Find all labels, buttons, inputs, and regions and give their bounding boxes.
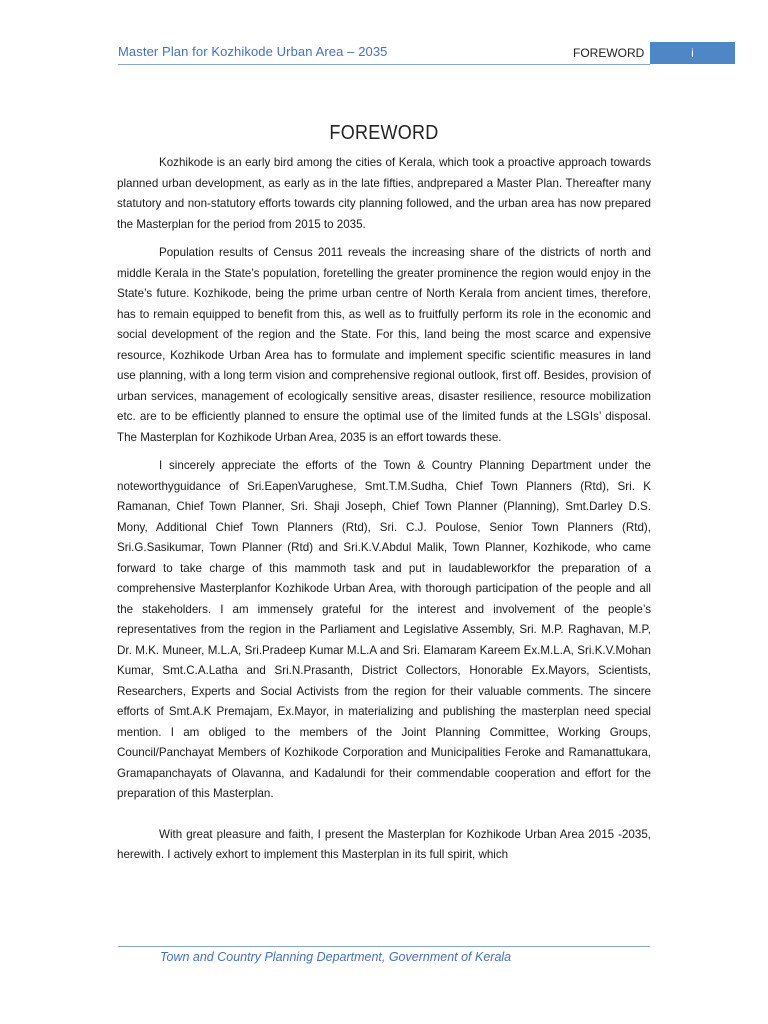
footer-divider	[118, 946, 650, 947]
paragraph-3: I sincerely appreciate the efforts of the Town & Country Planning Department under the noteworthyguidance of Sri.EapenVarughese, Smt.T.M.Sudha, Chief Town Planners (Rtd), Sri. K Ramanan, Chief Town Planner, Sri. Shaji Joseph, Chief Town Planner (Planning), Smt.Darley D.S. Mony, Additional Chief Town Planners (Rtd), Sri. C.J. Poulose, Senior Town Planners (Rtd), Sri.G.Sasikumar, Town Planner (Rtd) and Sri.K.V.Abdul Malik, Town Planner, Kozhikode, who came forward to take charge of this mammoth task and put in laudableworkfor the preparation of a comprehensive Masterplanfor Kozhikode Urban Area, with thorough participation of the people and all the stakeholders. I am immensely grateful for the interest and involvement of the people’s representatives from the region in the Parliament and Legislative Assembly, Sri. M.P. Raghavan, M.P, Dr. M.K. Muneer, M.L.A, Sri.Pradeep Kumar M.L.A and Sri. Elamaram Kareem Ex.M.L.A, Sri.K.V.Mohan Kumar, Smt.C.A.Latha and Sri.N.Prasanth, District Collectors, Honorable Ex.Mayors, Scientists, Researchers, Experts and Social Activists from the region for their valuable comments. The sincere efforts of Smt.A.K Premajam, Ex.Mayor, in materializing and publishing the masterplan need special mention. I am obliged to the members of the Joint Planning Committee, Working Groups, Council/Panchayat Members of Kozhikode Corporation and Municipalities Feroke and Ramanattukara, Gramapanchayats of Olavanna, and Kadalundi for their commendable cooperation and effort for the preparation of this Masterplan.	[117, 459, 651, 800]
header-section-label: FOREWORD	[573, 46, 645, 60]
page-number-badge: i	[650, 42, 735, 64]
header-divider	[118, 64, 650, 65]
header-title: Master Plan for Kozhikode Urban Area – 2035	[118, 44, 388, 59]
page-title: FOREWORD	[329, 122, 439, 144]
page-footer: Town and Country Planning Department, Government of Kerala	[160, 950, 512, 964]
paragraph-4: With great pleasure and faith, I present the Masterplan for Kozhikode Urban Area 2015 -2035, herewith. I actively exhort to implement this Masterplan in its full spirit, which	[117, 827, 651, 861]
paragraph-1: Kozhikode is an early bird among the cities of Kerala, which took a proactive approach towards planned urban development, as early as in the late fifties, andprepared a Master Plan. Thereafter many statutory and non-statutory efforts towards city planning followed, and the urban area has now prepared the Masterplan for the period from 2015 to 2035.	[117, 156, 651, 231]
paragraph-2: Population results of Census 2011 reveals the increasing share of the districts of north and middle Kerala in the State’s population, foretelling the greater prominence the region would enjoy in the State’s future. Kozhikode, being the prime urban centre of North Kerala from ancient times, therefore, has to remain equipped to benefit from this, as well as to fruitfully perform its role in the economic and social development of the region and the State. For this, land being the most scarce and expensive resource, Kozhikode Urban Area has to formulate and implement specific scientific measures in land use planning, with a long term vision and comprehensive regional outlook, first off. Besides, provision of urban services, management of ecologically sensitive areas, disaster resilience, resource mobilization etc. are to be efficiently planned to ensure the optimal use of the limited funds at the LSGIs’ disposal. The Masterplan for Kozhikode Urban Area, 2035 is an effort towards these.	[117, 246, 651, 444]
page-header	[118, 42, 738, 64]
document-body	[117, 153, 651, 874]
